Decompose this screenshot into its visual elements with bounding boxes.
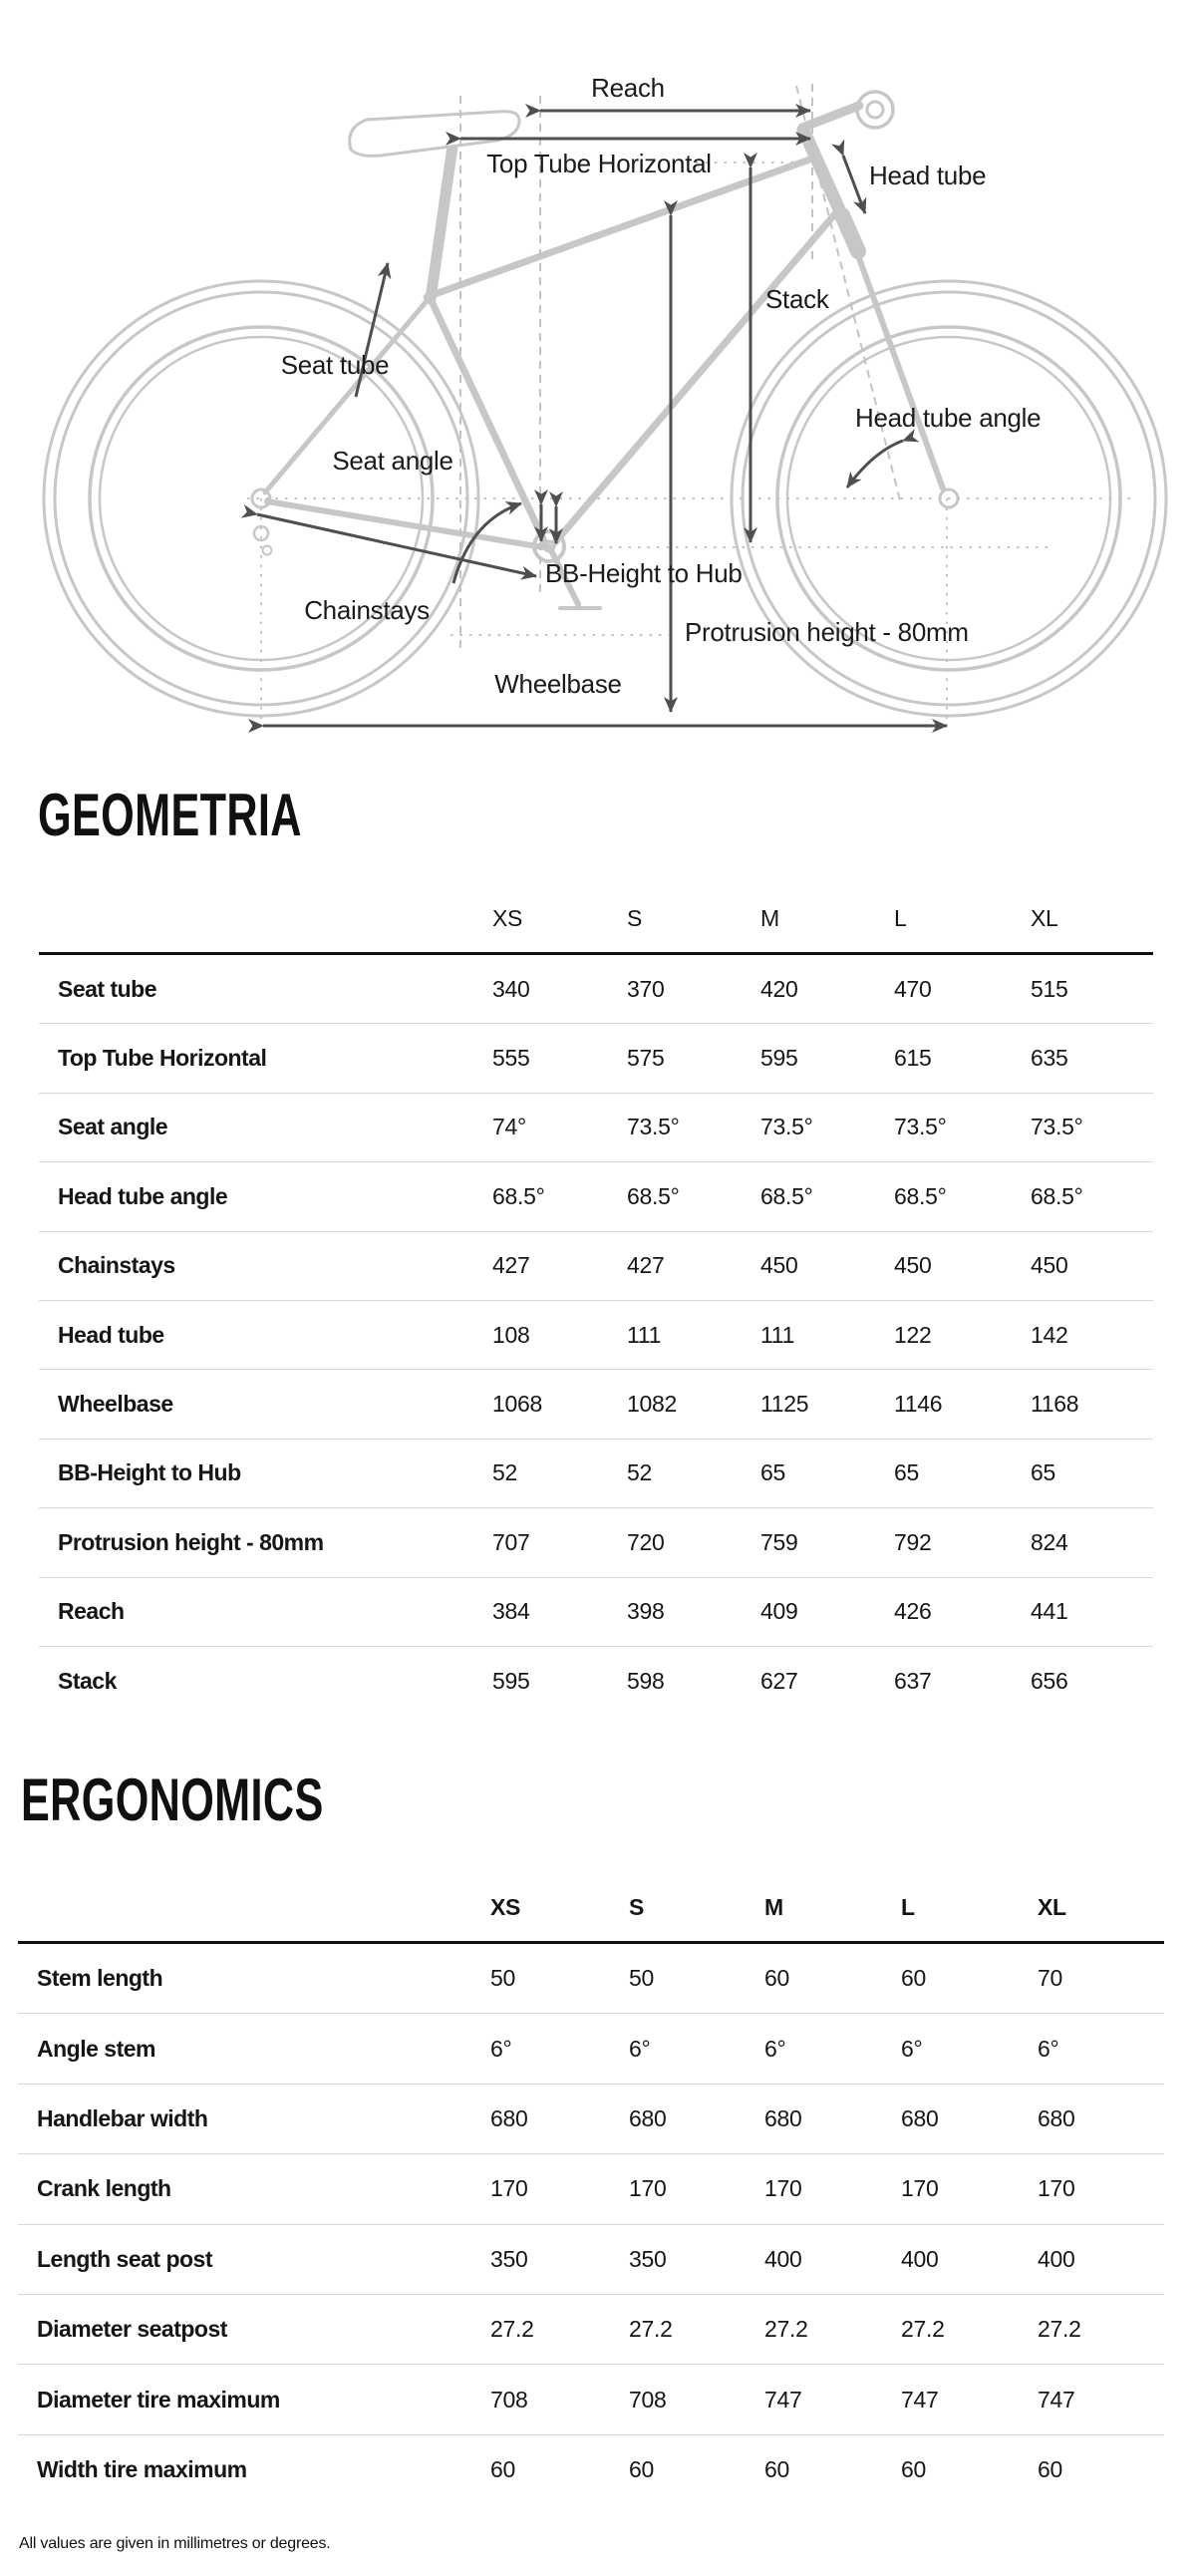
value-cell: 656 [1031,1668,1068,1695]
value-cell: 450 [1031,1252,1068,1279]
row-label: Chainstays [58,1252,175,1279]
table-row [39,1370,1153,1439]
value-cell: 122 [894,1321,932,1348]
value-cell: 720 [627,1528,665,1555]
value-cell: 384 [492,1598,530,1625]
size-column-header: XL [1031,905,1058,931]
value-cell: 747 [764,2386,802,2413]
value-cell: 595 [760,1045,798,1072]
value-cell: 680 [901,2104,939,2131]
protrusion-label: Protrusion height - 80mm [685,616,969,647]
value-cell: 73.5° [1031,1114,1083,1140]
value-cell: 108 [492,1321,530,1348]
table-row [39,955,1153,1024]
value-cell: 68.5° [627,1182,680,1209]
value-cell: 627 [760,1668,798,1695]
value-cell: 420 [760,975,798,1002]
value-cell: 142 [1031,1321,1068,1348]
handlebar-grip [857,92,893,128]
size-column-header: M [760,905,779,931]
value-cell: 555 [492,1045,530,1072]
value-cell: 50 [629,1965,654,1992]
table-row [39,1232,1153,1301]
value-cell: 635 [1031,1045,1068,1072]
row-label: Protrusion height - 80mm [58,1528,324,1555]
value-cell: 68.5° [894,1182,947,1209]
value-cell: 350 [490,2245,528,2272]
value-cell: 370 [627,975,665,1002]
row-label: Diameter tire maximum [37,2386,280,2413]
value-cell: 73.5° [894,1114,947,1140]
ergonomics-section-title: ERGONOMICS [21,1767,324,1833]
size-column-header: L [894,905,907,931]
value-cell: 60 [901,1965,926,1992]
table-row [39,1440,1153,1508]
row-label: BB-Height to Hub [58,1459,241,1486]
head-tube-label: Head tube [869,160,987,190]
head-tube-part [803,130,839,209]
size-column-header: S [629,1894,645,1920]
value-cell: 1068 [492,1391,542,1418]
value-cell: 60 [1038,2456,1062,2483]
value-cell: 6° [901,2035,923,2062]
value-cell: 1125 [760,1391,809,1418]
chainstays-label: Chainstays [304,594,430,625]
wheelbase-label: Wheelbase [494,668,622,699]
value-cell: 598 [627,1668,665,1695]
value-cell: 52 [627,1459,652,1486]
value-cell: 27.2 [1038,2316,1081,2343]
value-cell: 60 [764,1965,789,1992]
reach-label: Reach [591,72,665,103]
value-cell: 170 [764,2175,802,2202]
table-row [39,1578,1153,1647]
value-cell: 27.2 [901,2316,945,2343]
row-label: Stem length [37,1965,163,1992]
stack-label: Stack [765,283,829,314]
geometry-section-title: GEOMETRIA [38,782,302,848]
row-label: Head tube [58,1321,164,1348]
value-cell: 680 [629,2104,667,2131]
seat-tube-label: Seat tube [280,349,390,380]
value-cell: 111 [760,1321,795,1348]
value-cell: 398 [627,1598,665,1625]
row-label: Width tire maximum [37,2456,247,2483]
value-cell: 6° [1038,2035,1059,2062]
value-cell: 27.2 [764,2316,808,2343]
value-cell: 1146 [894,1391,943,1418]
value-cell: 65 [894,1459,919,1486]
head-tube-angle-label: Head tube angle [855,402,1042,433]
value-cell: 170 [901,2175,939,2202]
value-cell: 426 [894,1598,932,1625]
table-row [18,2014,1164,2084]
table-row [18,2365,1164,2434]
bike-geometry-diagram [0,0,1196,768]
table-row [39,1647,1153,1716]
value-cell: 73.5° [760,1114,813,1140]
size-column-header: XS [492,905,523,931]
value-cell: 427 [627,1252,665,1279]
value-cell: 50 [490,1965,515,1992]
value-cell: 170 [629,2175,667,2202]
diagram-labels [281,73,1042,699]
value-cell: 73.5° [627,1114,680,1140]
value-cell: 65 [1031,1459,1055,1486]
value-cell: 70 [1038,1965,1062,1992]
value-cell: 595 [492,1668,530,1695]
value-cell: 111 [627,1321,662,1348]
value-cell: 60 [901,2456,926,2483]
row-label: Seat tube [58,975,157,1002]
table-header-row [18,1874,1164,1944]
value-cell: 170 [490,2175,528,2202]
value-cell: 27.2 [629,2316,673,2343]
size-column-header: M [764,1894,783,1920]
value-cell: 400 [1038,2245,1075,2272]
value-cell: 708 [629,2386,667,2413]
value-cell: 60 [629,2456,654,2483]
bb-height-label: BB-Height to Hub [545,557,743,588]
value-cell: 515 [1031,975,1068,1002]
value-cell: 52 [492,1459,517,1486]
row-label: Angle stem [37,2035,155,2062]
value-cell: 575 [627,1045,665,1072]
value-cell: 615 [894,1045,932,1072]
value-cell: 68.5° [1031,1182,1083,1209]
value-cell: 680 [764,2104,802,2131]
value-cell: 65 [760,1459,785,1486]
value-cell: 450 [760,1252,798,1279]
row-label: Reach [58,1598,125,1625]
row-label: Handlebar width [37,2104,208,2131]
value-cell: 707 [492,1528,530,1555]
value-cell: 427 [492,1252,530,1279]
table-row [39,1301,1153,1370]
table-row [18,2295,1164,2365]
table-row [18,2154,1164,2224]
value-cell: 708 [490,2386,528,2413]
value-cell: 400 [901,2245,939,2272]
row-label: Length seat post [37,2245,213,2272]
value-cell: 6° [764,2035,786,2062]
row-label: Crank length [37,2175,171,2202]
value-cell: 637 [894,1668,932,1695]
table-row [18,1944,1164,2014]
value-cell: 824 [1031,1528,1068,1555]
top-tube-label: Top Tube Horizontal [486,148,712,178]
table-header-row [39,885,1153,955]
table-row [18,2225,1164,2295]
row-label: Diameter seatpost [37,2316,227,2343]
value-cell: 680 [490,2104,528,2131]
value-cell: 470 [894,975,932,1002]
bike-diagram-svg [0,0,1196,768]
value-cell: 6° [490,2035,512,2062]
value-cell: 400 [764,2245,802,2272]
value-cell: 680 [1038,2104,1075,2131]
size-column-header: L [901,1894,915,1920]
value-cell: 68.5° [492,1182,545,1209]
value-cell: 441 [1031,1598,1068,1625]
table-row [39,1508,1153,1577]
value-cell: 1082 [627,1391,677,1418]
row-label: Wheelbase [58,1391,173,1418]
table-row [39,1024,1153,1093]
units-footnote: All values are given in millimetres or degrees. [19,2535,331,2552]
table-row [18,2085,1164,2154]
ergonomics-table [18,1874,1164,2505]
row-label: Stack [58,1668,117,1695]
value-cell: 6° [629,2035,651,2062]
value-cell: 60 [764,2456,789,2483]
value-cell: 170 [1038,2175,1075,2202]
row-label: Head tube angle [58,1182,228,1209]
value-cell: 792 [894,1528,932,1555]
table-row [18,2435,1164,2505]
value-cell: 409 [760,1598,798,1625]
head-tube-arrow [843,156,865,213]
seat-angle-label: Seat angle [332,445,453,476]
value-cell: 74° [492,1114,526,1140]
value-cell: 68.5° [760,1182,813,1209]
geometry-table [39,885,1153,1716]
value-cell: 27.2 [490,2316,534,2343]
value-cell: 747 [1038,2386,1075,2413]
value-cell: 60 [490,2456,515,2483]
value-cell: 340 [492,975,530,1002]
size-column-header: XS [490,1894,521,1920]
table-row [39,1162,1153,1231]
size-column-header: XL [1038,1894,1066,1920]
value-cell: 350 [629,2245,667,2272]
row-label: Top Tube Horizontal [58,1045,267,1072]
value-cell: 759 [760,1528,798,1555]
stem [802,106,859,128]
value-cell: 747 [901,2386,939,2413]
value-cell: 1168 [1031,1391,1079,1418]
value-cell: 450 [894,1252,932,1279]
size-column-header: S [627,905,643,931]
table-row [39,1094,1153,1162]
row-label: Seat angle [58,1114,168,1140]
